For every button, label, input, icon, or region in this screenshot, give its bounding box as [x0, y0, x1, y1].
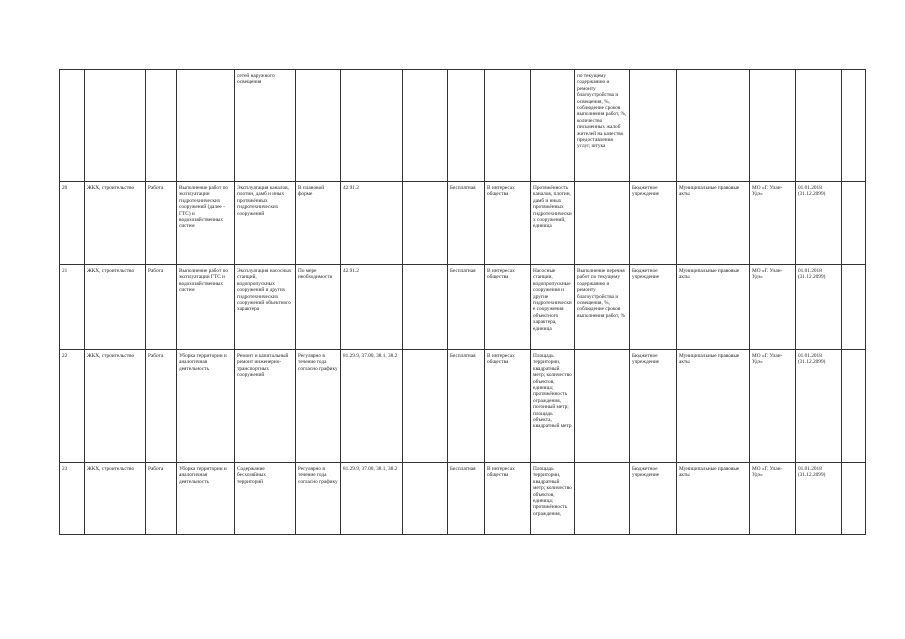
- owner-cell: МО «Г. Улан-Удэ»: [750, 182, 796, 265]
- payment-basis-cell: Бесплатная: [448, 182, 485, 265]
- owner-cell: МО «Г. Улан-Удэ»: [750, 265, 796, 350]
- blank-last-cell: [842, 350, 866, 463]
- condition-cell: Регулярно в течение года согласно графику: [296, 350, 341, 463]
- blank-last-cell: [842, 265, 866, 350]
- table-row: [60, 182, 866, 265]
- legal-acts-cell: Муниципальные правовые акты: [677, 350, 750, 463]
- owner-cell: МО «Г. Улан-Удэ»: [750, 463, 796, 535]
- table-row: [60, 265, 866, 350]
- consumers-cell: В интересах общества: [485, 463, 531, 535]
- volume-indicator-cell: Площадь территории, квадратный метр; количество объектов, единица; протяжённость ограждения,: [531, 463, 575, 535]
- payment-basis-cell: [448, 70, 485, 182]
- legal-acts-cell: Муниципальные правовые акты: [677, 463, 750, 535]
- service-name-cell: Выполнение работ по эксплуатации гидротехнических сооружений (далее - ГТС) и водохозяйственных систем: [177, 182, 235, 265]
- services-table: [59, 69, 866, 535]
- period-cell: [796, 70, 842, 182]
- sector-cell: ЖКХ, строительство: [85, 182, 146, 265]
- sector-cell: ЖКХ, строительство: [85, 265, 146, 350]
- type-cell: Работа: [146, 350, 177, 463]
- row-number-cell: [60, 70, 85, 182]
- service-name-cell: [177, 70, 235, 182]
- service-name-cell: Уборка территории и аналогичная деятельность: [177, 463, 235, 535]
- legal-acts-cell: Муниципальные правовые акты: [677, 182, 750, 265]
- owner-cell: [750, 70, 796, 182]
- consumers-cell: [485, 70, 531, 182]
- row-number-cell: 21: [60, 265, 85, 350]
- content-cell: Эксплуатация насосных станций, водопропускных сооружений и других гидротехнических сооружений объектного характера: [235, 265, 296, 350]
- okved-code-cell: 42.91.2: [341, 265, 403, 350]
- table-row: [60, 463, 866, 535]
- blank-last-cell: [842, 182, 866, 265]
- quality-indicator-cell: [575, 182, 630, 265]
- volume-indicator-cell: [531, 70, 575, 182]
- type-cell: Работа: [146, 182, 177, 265]
- period-cell: 01.01.2018 (31.12.2099): [796, 350, 842, 463]
- condition-cell: По мере необходимости: [296, 265, 341, 350]
- volume-indicator-cell: Протяжённость каналов, плотин, дамб и иных протяжённых гидротехнических сооружений, единица: [531, 182, 575, 265]
- payment-basis-cell: Бесплатная: [448, 463, 485, 535]
- quality-indicator-cell: по текущему содержанию и ремонту благоустройства и освещения, %, соблюдение сроков выполнения работ, %, количество письменных жалоб жителей на качество предоставления услуг, штука: [575, 70, 630, 182]
- payment-basis-cell: Бесплатная: [448, 350, 485, 463]
- sector-cell: ЖКХ, строительство: [85, 350, 146, 463]
- sector-cell: ЖКХ, строительство: [85, 463, 146, 535]
- volume-indicator-cell: Площадь территории, квадратный метр; количество объектов, единица; протяжённость ограждения, погонный метр; площадь объекта, квадратный метр: [531, 350, 575, 463]
- table-row: [60, 70, 866, 182]
- empty-cell: [403, 182, 448, 265]
- consumers-cell: В интересах общества: [485, 265, 531, 350]
- okved-code-cell: 42.91.2: [341, 182, 403, 265]
- type-cell: Работа: [146, 265, 177, 350]
- provider-type-cell: [630, 70, 677, 182]
- okved-code-cell: [341, 70, 403, 182]
- owner-cell: МО «Г. Улан-Удэ»: [750, 350, 796, 463]
- quality-indicator-cell: [575, 350, 630, 463]
- provider-type-cell: Бюджетное учреждение: [630, 265, 677, 350]
- condition-cell: Регулярно в течение года согласно графику: [296, 463, 341, 535]
- empty-cell: [403, 350, 448, 463]
- period-cell: 01.01.2018 (31.12.2099): [796, 182, 842, 265]
- provider-type-cell: Бюджетное учреждение: [630, 182, 677, 265]
- period-cell: 01.01.2018 (31.12.2099): [796, 463, 842, 535]
- blank-last-cell: [842, 70, 866, 182]
- type-cell: [146, 70, 177, 182]
- payment-basis-cell: Бесплатная: [448, 265, 485, 350]
- provider-type-cell: Бюджетное учреждение: [630, 350, 677, 463]
- empty-cell: [403, 70, 448, 182]
- row-number-cell: 20: [60, 182, 85, 265]
- consumers-cell: В интересах общества: [485, 350, 531, 463]
- empty-cell: [403, 265, 448, 350]
- legal-acts-cell: [677, 70, 750, 182]
- provider-type-cell: Бюджетное учреждение: [630, 463, 677, 535]
- row-number-cell: 22: [60, 350, 85, 463]
- volume-indicator-cell: Насосные станции, водопропускные сооружения и другие гидротехнические сооружения объектного характера, единица: [531, 265, 575, 350]
- service-name-cell: Уборка территории и аналогичная деятельность: [177, 350, 235, 463]
- content-cell: Ремонт и капитальный ремонт инженерно-транспортных сооружений: [235, 350, 296, 463]
- condition-cell: В плановой форме: [296, 182, 341, 265]
- okved-code-cell: 81.29.9, 37.00, 38.1, 38.2: [341, 463, 403, 535]
- legal-acts-cell: Муниципальные правовые акты: [677, 265, 750, 350]
- empty-cell: [403, 463, 448, 535]
- consumers-cell: В интересах общества: [485, 182, 531, 265]
- type-cell: Работа: [146, 463, 177, 535]
- period-cell: 01.01.2018 (31.12.2099): [796, 265, 842, 350]
- quality-indicator-cell: Выполнение перечня работ по текущему содержанию и ремонту благоустройства и освещения, %, соблюдение сроков выполнения работ, %: [575, 265, 630, 350]
- content-cell: Эксплуатация каналов, плотин, дамб и иных протяжённых гидротехнических сооружений: [235, 182, 296, 265]
- sector-cell: [85, 70, 146, 182]
- blank-last-cell: [842, 463, 866, 535]
- okved-code-cell: 81.29.9, 37.00, 38.1, 38.2: [341, 350, 403, 463]
- quality-indicator-cell: [575, 463, 630, 535]
- row-number-cell: 23: [60, 463, 85, 535]
- content-cell: сетей наружного освещения: [235, 70, 296, 182]
- content-cell: Содержание бесхозяйных территорий: [235, 463, 296, 535]
- condition-cell: [296, 70, 341, 182]
- service-name-cell: Выполнение работ по эксплуатации ГТС и водохозяйственных систем: [177, 265, 235, 350]
- table-row: [60, 350, 866, 463]
